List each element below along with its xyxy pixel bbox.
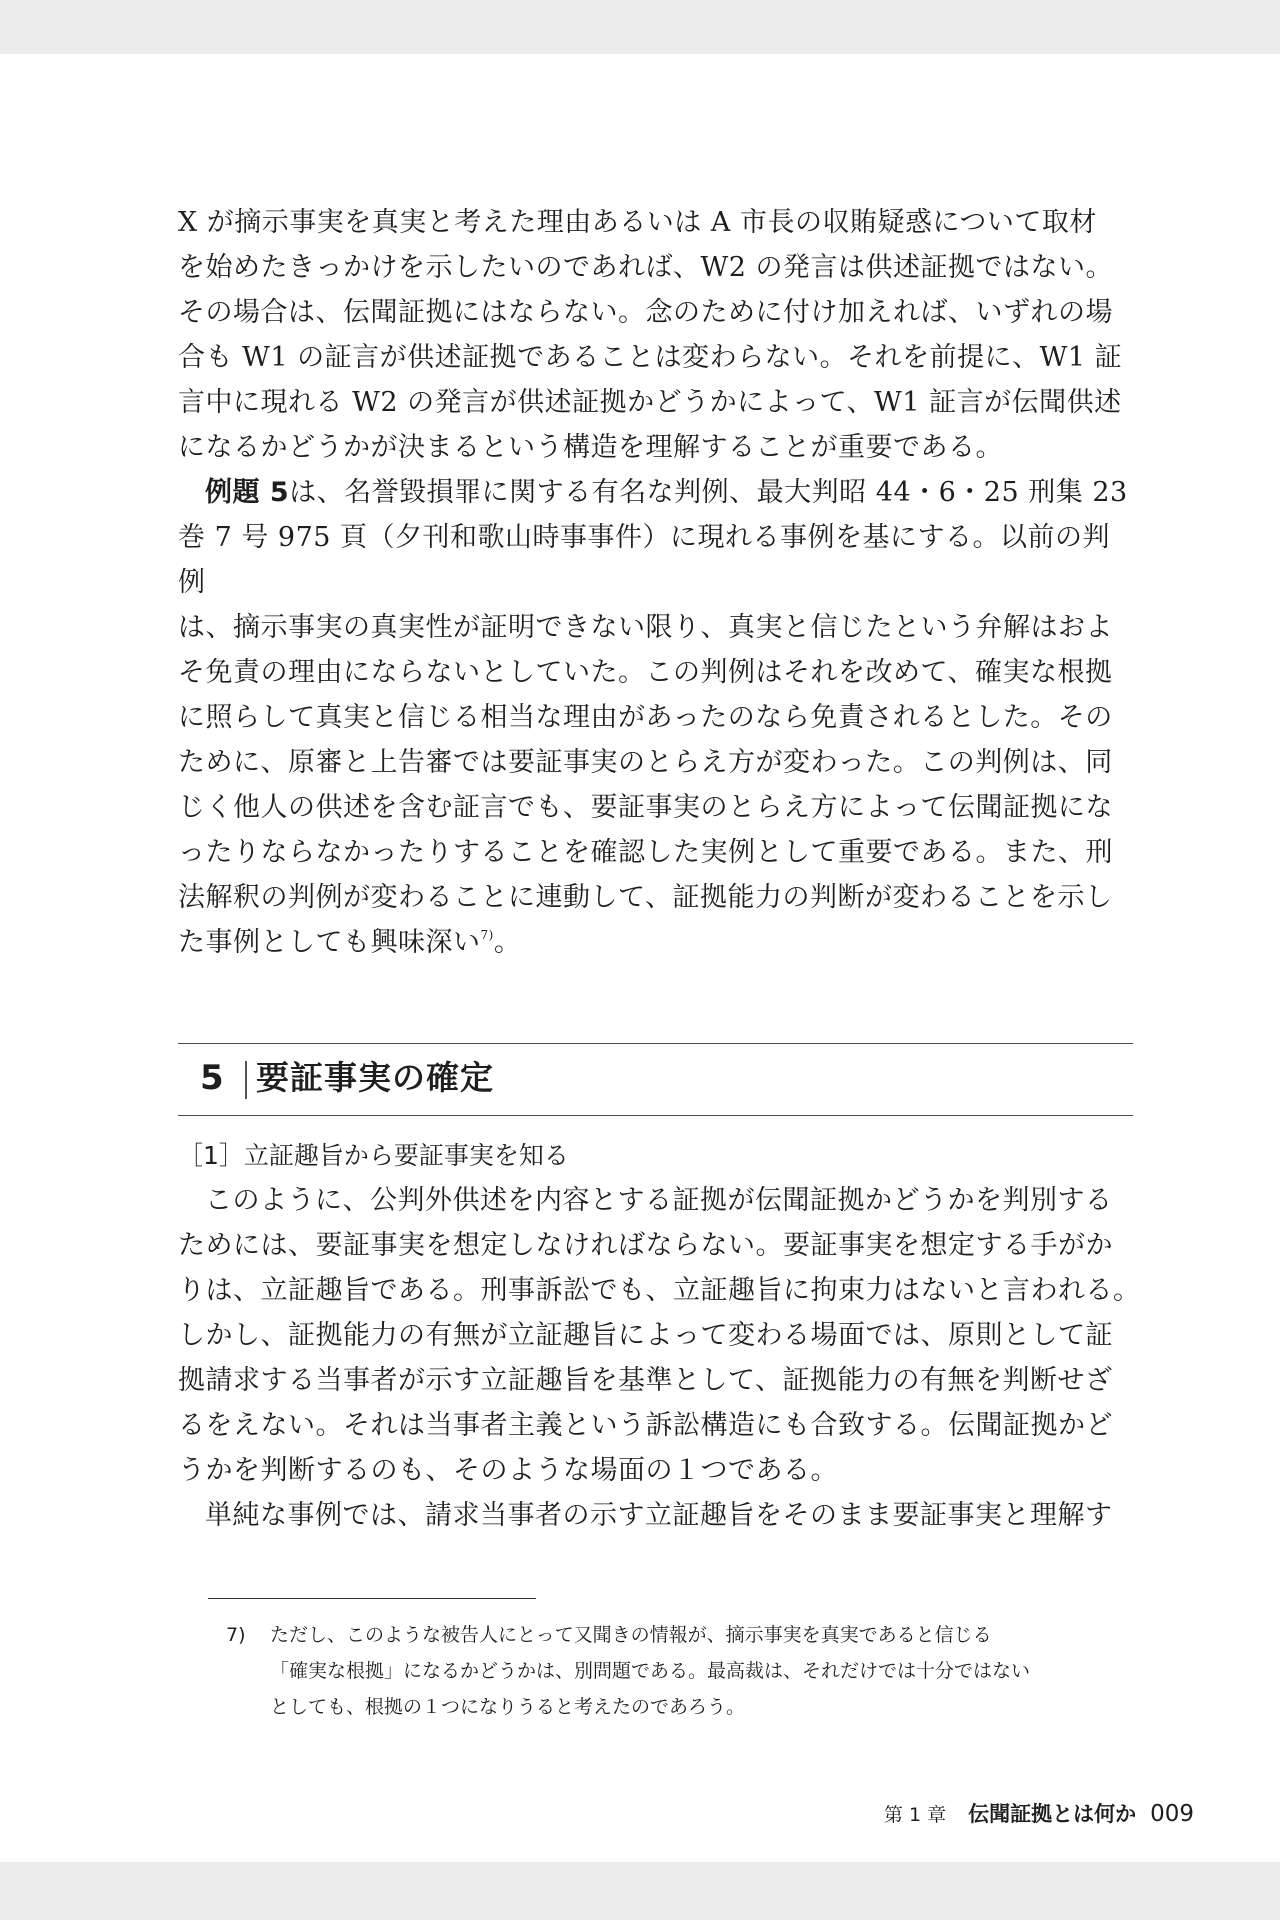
para2-end: 。	[493, 927, 522, 958]
page-number: 009	[1150, 1801, 1194, 1827]
footnote-line: ただし、このような被告人にとって又聞きの情報が、摘示事実を真実であると信じる	[270, 1624, 992, 1646]
para2-line: ために、原審と上告審では要証事実のとらえ方が変わった。この判例は、同	[178, 747, 1113, 778]
section-rule-top	[178, 1043, 1133, 1044]
para2-line: は、摘示事実の真実性が証明できない限り、真実と信じたという弁解はおよ	[178, 612, 1113, 643]
section-paragraph-2	[178, 1493, 1168, 1538]
section-title: 要証事実の確定	[256, 1058, 494, 1097]
para2-line: 巻 7 号 975 頁（夕刊和歌山時事事件）に現れる事例を基にする。以前の判例	[178, 522, 1111, 598]
chapter-label: 第 1 章	[883, 1804, 947, 1826]
para1-line: になるかどうかが決まるという構造を理解することが重要である。	[178, 432, 1003, 463]
para2-line: は、名誉毀損罪に関する有名な判例、最大判昭 44・6・25 刑集 23	[289, 477, 1128, 508]
section-paragraph-1	[178, 1178, 1168, 1493]
section-number: 5	[200, 1058, 224, 1098]
footnote-line: としても、根拠の１つになりうると考えたのであろう。	[270, 1696, 746, 1718]
body-text	[178, 200, 1133, 965]
viewer-bottom-margin	[0, 1862, 1280, 1920]
section-para2-line: 単純な事例では、請求当事者の示す立証趣旨をそのまま要証事実と理解す	[205, 1500, 1113, 1531]
example-reference: 例題 5	[205, 477, 290, 508]
para1-line: その場合は、伝聞証拠にはならない。念のために付け加えれば、いずれの場	[178, 297, 1113, 328]
section-para1-line: このように、公判外供述を内容とする証拠が伝聞証拠かどうかを判別する	[205, 1185, 1113, 1216]
footnote-rule	[208, 1598, 536, 1599]
footnote-text	[270, 1617, 1140, 1725]
paragraph-1	[178, 200, 1133, 470]
para2-line: に照らして真実と信じる相当な理由があったのなら免責されるとした。その	[178, 702, 1113, 733]
section-para1-line: りは、立証趣旨である。刑事訴訟でも、立証趣旨に拘束力はないと言われる。	[178, 1275, 1141, 1306]
section-body	[178, 1133, 1168, 1538]
section-para1-line: うかを判断するのも、そのような場面の１つである。	[178, 1455, 838, 1486]
para2-line: ったりならなかったりすることを確認した実例として重要である。また、刑	[178, 837, 1113, 868]
footnote-line: 「確実な根拠」になるかどうかは、別問題である。最高裁は、それだけでは十分ではない	[270, 1660, 1031, 1682]
footnote-number: 7)	[226, 1624, 246, 1646]
section-para1-line: 拠請求する当事者が示す立証趣旨を基準として、証拠能力の有無を判断せざ	[178, 1365, 1113, 1396]
para2-line: 法解釈の判例が変わることに連動して、証拠能力の判断が変わることを示し	[178, 882, 1113, 913]
section-header	[178, 991, 1133, 1117]
para2-line: じく他人の供述を含む証言でも、要証事実のとらえ方によって伝聞証拠にな	[178, 792, 1113, 823]
footnote-reference[interactable]: 7)	[480, 928, 494, 942]
viewer-top-margin	[0, 0, 1280, 54]
running-footer	[884, 1799, 1194, 1830]
para1-line: X が摘示事実を真実と考えた理由あるいは A 市長の収賄疑惑について取材	[178, 207, 1097, 238]
section-para1-line: しかし、証拠能力の有無が立証趣旨によって変わる場面では、原則として証	[178, 1320, 1113, 1351]
para1-line: 言中に現れる W2 の発言が供述証拠かどうかによって、W1 証言が伝聞供述	[178, 387, 1122, 418]
section-rule-bottom	[178, 1115, 1133, 1116]
chapter-title: 伝聞証拠とは何か	[968, 1802, 1137, 1826]
section-para1-line: ためには、要証事実を想定しなければならない。要証事実を想定する手がか	[178, 1230, 1113, 1261]
para1-line: を始めたきっかけを示したいのであれば、W2 の発言は供述証拠ではない。	[178, 252, 1114, 283]
section-para1-line: るをえない。それは当事者主義という訴訟構造にも合致する。伝聞証拠かど	[178, 1410, 1113, 1441]
para2-line: そ免責の理由にならないとしていた。この判例はそれを改めて、確実な根拠	[178, 657, 1113, 688]
para2-line: た事例としても興味深い	[178, 927, 481, 958]
paragraph-2	[178, 470, 1133, 965]
section-divider-bar	[245, 1061, 247, 1099]
para1-line: 合も W1 の証言が供述証拠であることは変わらない。それを前提に、W1 証	[178, 342, 1123, 373]
subheading: ［1］立証趣旨から要証事実を知る	[178, 1141, 569, 1170]
book-page	[0, 54, 1280, 1862]
